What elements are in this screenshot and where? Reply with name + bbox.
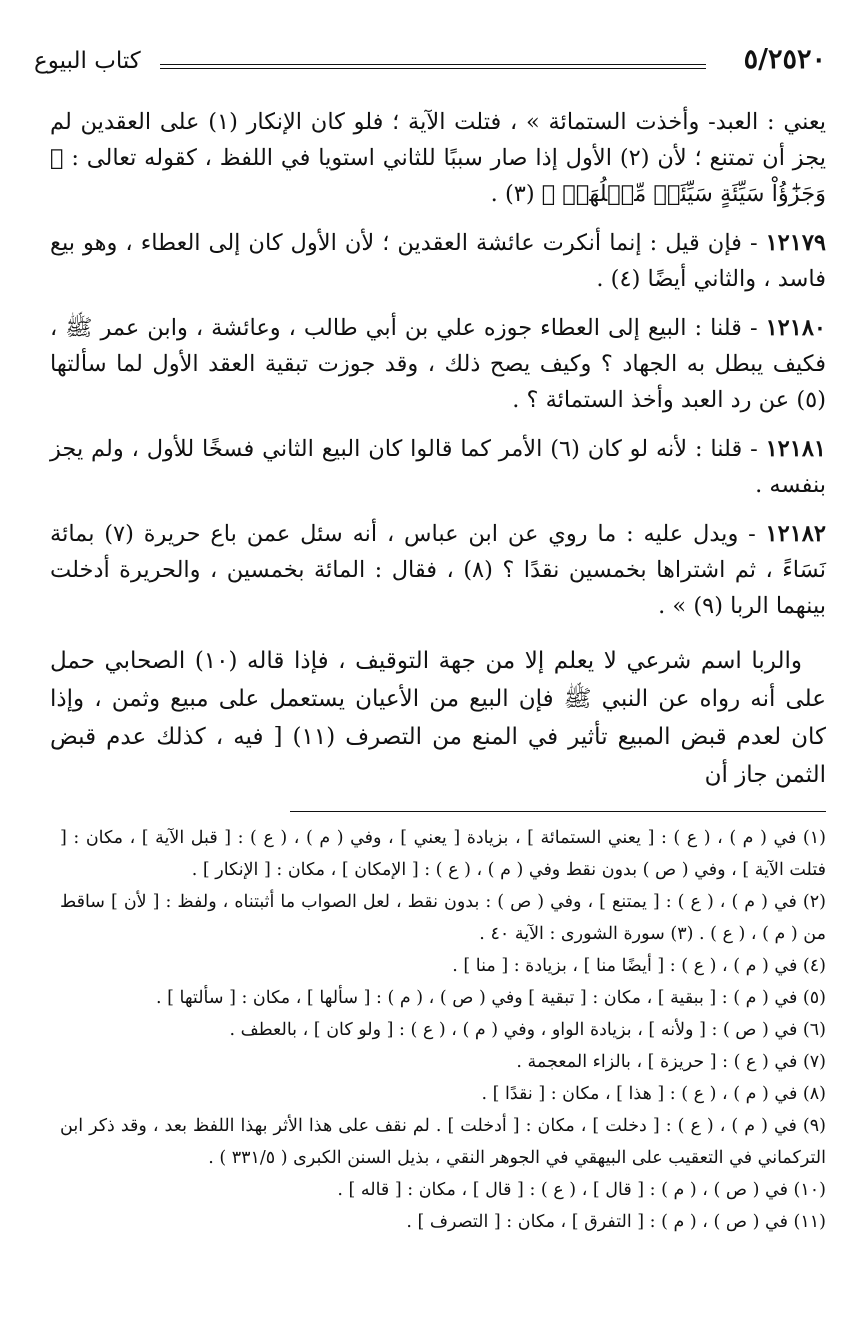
paragraph-text: - قلنا : لأنه لو كان (٦) الأمر كما قالوا كان البيع الثاني فسخًا للأول ، ولم يجز بنفسه . <box>50 436 826 498</box>
footnote: (٥) في ( م ) : [ ببقية ] ، مكان : [ تبقية ] وفي ( ص ) ، ( م ) : [ سألها ] ، مكان : [ سألتها ] . <box>156 988 826 1008</box>
footnote: (٧) في ( ع ) : [ حريزة ] ، بالزاء المعجمة . <box>516 1052 826 1072</box>
main-text <box>50 104 826 807</box>
footnote: (١) في ( م ) ، ( ع ) : [ يعني الستمائة ] ، بزيادة [ يعني ] ، وفي ( م ) ، ( ع ) : [ قبل الآية ] ، مكان : [ فتلت الآية ] ، وفي ( ص ) بدون نقط وفي ( م ) ، ( ع ) : [ الإمكان ] ، مكان : [ الإنكار ] . <box>60 828 826 880</box>
page-number: ٥/٢٥٢٠ <box>743 44 826 75</box>
book-title: كتاب البيوع <box>34 48 141 74</box>
footnote: (٤) في ( م ) ، ( ع ) : [ أيضًا منا ] ، بزيادة : [ منا ] . <box>452 956 826 976</box>
footnote: (٨) في ( م ) ، ( ع ) : [ هذا ] ، مكان : [ نقدًا ] . <box>481 1084 826 1104</box>
footnote-divider <box>290 811 826 812</box>
paragraph <box>50 104 826 212</box>
paragraph-text: - فإن قيل : إنما أنكرت عائشة العقدين ؛ لأن الأول كان إلى العطاء ، وهو بيع فاسد ، والثاني أيضًا (٤) . <box>50 230 826 292</box>
paragraph <box>50 431 826 503</box>
paragraph-text: - قلنا : البيع إلى العطاء جوزه علي بن أبي طالب ، وعائشة ، وابن عمر ﷺ ، فكيف يبطل به الجهاد ؟ وكيف يصح ذلك ، وقد جوزت تبقية العقد الأول لما سألتها (٥) عن رد العبد وأخذ الستمائة ؟ . <box>50 315 826 413</box>
paragraph-number: ١٢١٨١ <box>765 436 827 462</box>
paragraph <box>50 516 826 624</box>
header-rule <box>160 64 706 69</box>
footnote: (٩) في ( م ) ، ( ع ) : [ دخلت ] ، مكان : [ أدخلت ] . لم نقف على هذا الأثر بهذا اللفظ بعد ، وقد ذكر ابن التركماني في التعقيب على البيهقي في الجوهر النقي ، بذيل السنن الكبرى ( ٣٣١/٥ ) . <box>60 1116 826 1168</box>
paragraph-text: يعني : العبد- وأخذت الستمائة » ، فتلت الآية ؛ فلو كان الإنكار (١) على العقدين لم يجز أن تمتنع ؛ لأن (٢) الأول إذا صار سببًا للثاني استويا في اللفظ ، كقوله تعالى : ﴿ وَجَزَٰٓؤُاْ سَيِّئَةٍ سَيِّئَةٞ مِّثۡلُهَاۖ ﴾ (٣) . <box>50 109 826 207</box>
footnote: (٦) في ( ص ) : [ ولأنه ] ، بزيادة الواو ، وفي ( م ) ، ( ع ) : [ ولو كان ] ، بالعطف . <box>229 1020 826 1040</box>
footnote: (١١) في ( ص ) ، ( م ) : [ التفرق ] ، مكان : [ التصرف ] . <box>406 1212 826 1232</box>
footnote: (٢) في ( م ) ، ( ع ) : [ يمتنع ] ، وفي ( ص ) : بدون نقط ، لعل الصواب ما أثبتناه ، ولفظ : [ لأن ] ساقط من ( م ) ، ( ع ) . (٣) سورة الشورى : الآية ٤٠ . <box>60 892 826 944</box>
paragraph-text: - ويدل عليه : ما روي عن ابن عباس ، أنه سئل عمن باع حريرة (٧) بمائة نَسَاءً ، ثم اشتراها بخمسين نقدًا ؟ (٨) ، فقال : المائة بخمسين ، والحريرة أدخلت بينهما الربا (٩) » . <box>50 521 826 619</box>
page-header <box>30 44 826 84</box>
paragraph-number: ١٢١٧٩ <box>765 230 826 256</box>
paragraph-number: ١٢١٨٢ <box>765 521 826 547</box>
footnote: (١٠) في ( ص ) ، ( م ) : [ قال ] ، ( ع ) : [ قال ] ، مكان : [ قاله ] . <box>337 1180 826 1200</box>
footnotes <box>60 822 826 1238</box>
closing-paragraph: والربا اسم شرعي لا يعلم إلا من جهة التوقيف ، فإذا قاله (١٠) الصحابي حمل على أنه رواه عن النبي ﷺ فإن البيع من الأعيان يستعمل على مبيع وثمن ، وإذا كان لعدم قبض المبيع تأثير في المنع من التصرف (١١) [ فيه ، كذلك عدم قبض الثمن جاز أن <box>50 648 826 788</box>
paragraph <box>50 225 826 297</box>
paragraph <box>50 310 826 418</box>
paragraph-number: ١٢١٨٠ <box>765 315 826 341</box>
